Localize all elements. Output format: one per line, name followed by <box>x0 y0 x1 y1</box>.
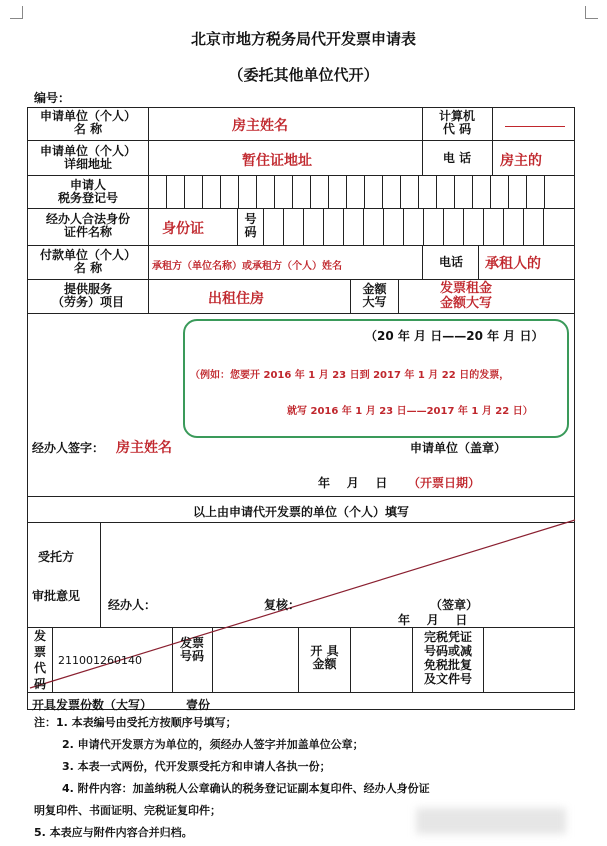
service-label: 提供服务 （劳务）项目 <box>51 282 124 309</box>
signer-value[interactable]: 房主姓名 <box>116 440 172 456</box>
id-doc-label: 经办人合法身份 证件名称 <box>45 212 130 239</box>
period-example-line1: （例如：您要开 2016 年 1 月 23 日到 2017 年 1 月 22 日的发票， <box>190 370 510 381</box>
date-note: （开票日期） <box>408 476 481 490</box>
computer-code-label: 计算机 代 码 <box>438 109 475 136</box>
approval-label-1: 受托方 <box>38 550 75 564</box>
payer-phone-value[interactable]: 承租人的 <box>485 256 541 272</box>
id-number-label: 号 码 <box>244 212 257 239</box>
amount-label: 金额 大写 <box>362 282 387 309</box>
invoice-count-value[interactable]: 壹份 <box>186 698 211 712</box>
applicant-address-value[interactable]: 暂住证地址 <box>242 153 312 169</box>
payer-phone-label: 电话 <box>438 255 463 269</box>
invoice-count-label: 开具发票份数（大写） <box>32 698 153 712</box>
approval-date: 年 月 日 <box>398 613 468 627</box>
note-4-cont: 明复印件、书面证明、完税证复印件； <box>34 804 221 817</box>
note-2: 2. 申请代开发票方为单位的，须经办人签字并加盖单位公章； <box>62 738 364 751</box>
amount-value[interactable]: 发票租金 金额大写 <box>440 281 493 311</box>
period-template[interactable]: （20 年 月 日——20 年 月 日） <box>365 329 544 343</box>
invoice-code-label: 发票代码 <box>33 629 46 691</box>
section-note: 以上由申请代开发票的单位（个人）填写 <box>192 505 409 519</box>
tax-reg-label: 申请人 税务登记号 <box>57 178 118 205</box>
service-value[interactable]: 出租住房 <box>208 291 264 307</box>
applicant-address-label: 申请单位（个人） 详细地址 <box>39 144 136 171</box>
invoice-number-label: 发票 号码 <box>179 636 204 663</box>
sign-label: （签章） <box>430 598 479 612</box>
page-subtitle: （委托其他单位代开） <box>228 66 379 84</box>
applicant-name-value[interactable]: 房主姓名 <box>232 118 288 134</box>
invoice-code-value[interactable]: 211001260140 <box>58 654 142 667</box>
tax-certificate-label: 完税凭证 号码或减 免税批复 及文件号 <box>423 630 472 686</box>
date-label: 年 月 日 <box>318 476 388 490</box>
period-example-line2: 就写 2016 年 1 月 23 日——2017 年 1 月 22 日） <box>287 406 533 417</box>
applicant-name-label: 申请单位（个人） 名 称 <box>39 109 136 136</box>
note-1: 注：1. 本表编号由受托方按顺序号填写； <box>34 716 237 729</box>
approval-label-2: 审批意见 <box>32 589 81 603</box>
signer-label: 经办人签字： <box>32 441 105 455</box>
phone-label: 电 话 <box>442 151 472 165</box>
note-3: 3. 本表一式两份，代开发票受托方和申请人各执一份； <box>62 760 331 773</box>
page-title: 北京市地方税务局代开发票申请表 <box>190 30 416 48</box>
code-underline <box>505 126 565 127</box>
note-4: 4. 附件内容：加盖纳税人公章确认的税务登记证副本复印件、经办人身份证 <box>62 782 430 795</box>
payer-name-value[interactable]: 承租方（单位名称）或承租方（个人）姓名 <box>152 261 342 272</box>
watermark-blur <box>416 808 566 834</box>
payer-name-label: 付款单位（个人） 名 称 <box>39 248 136 275</box>
handler-label: 经办人： <box>108 598 157 612</box>
id-doc-value[interactable]: 身份证 <box>162 221 204 237</box>
note-5: 5. 本表应与附件内容合并归档。 <box>34 826 193 839</box>
review-label: 复核： <box>264 598 301 612</box>
phone-value[interactable]: 房主的 <box>500 153 542 169</box>
issue-amount-label: 开 具 金额 <box>310 644 339 671</box>
number-label: 编号： <box>34 91 71 105</box>
stamp-label: 申请单位（盖章） <box>410 441 507 455</box>
